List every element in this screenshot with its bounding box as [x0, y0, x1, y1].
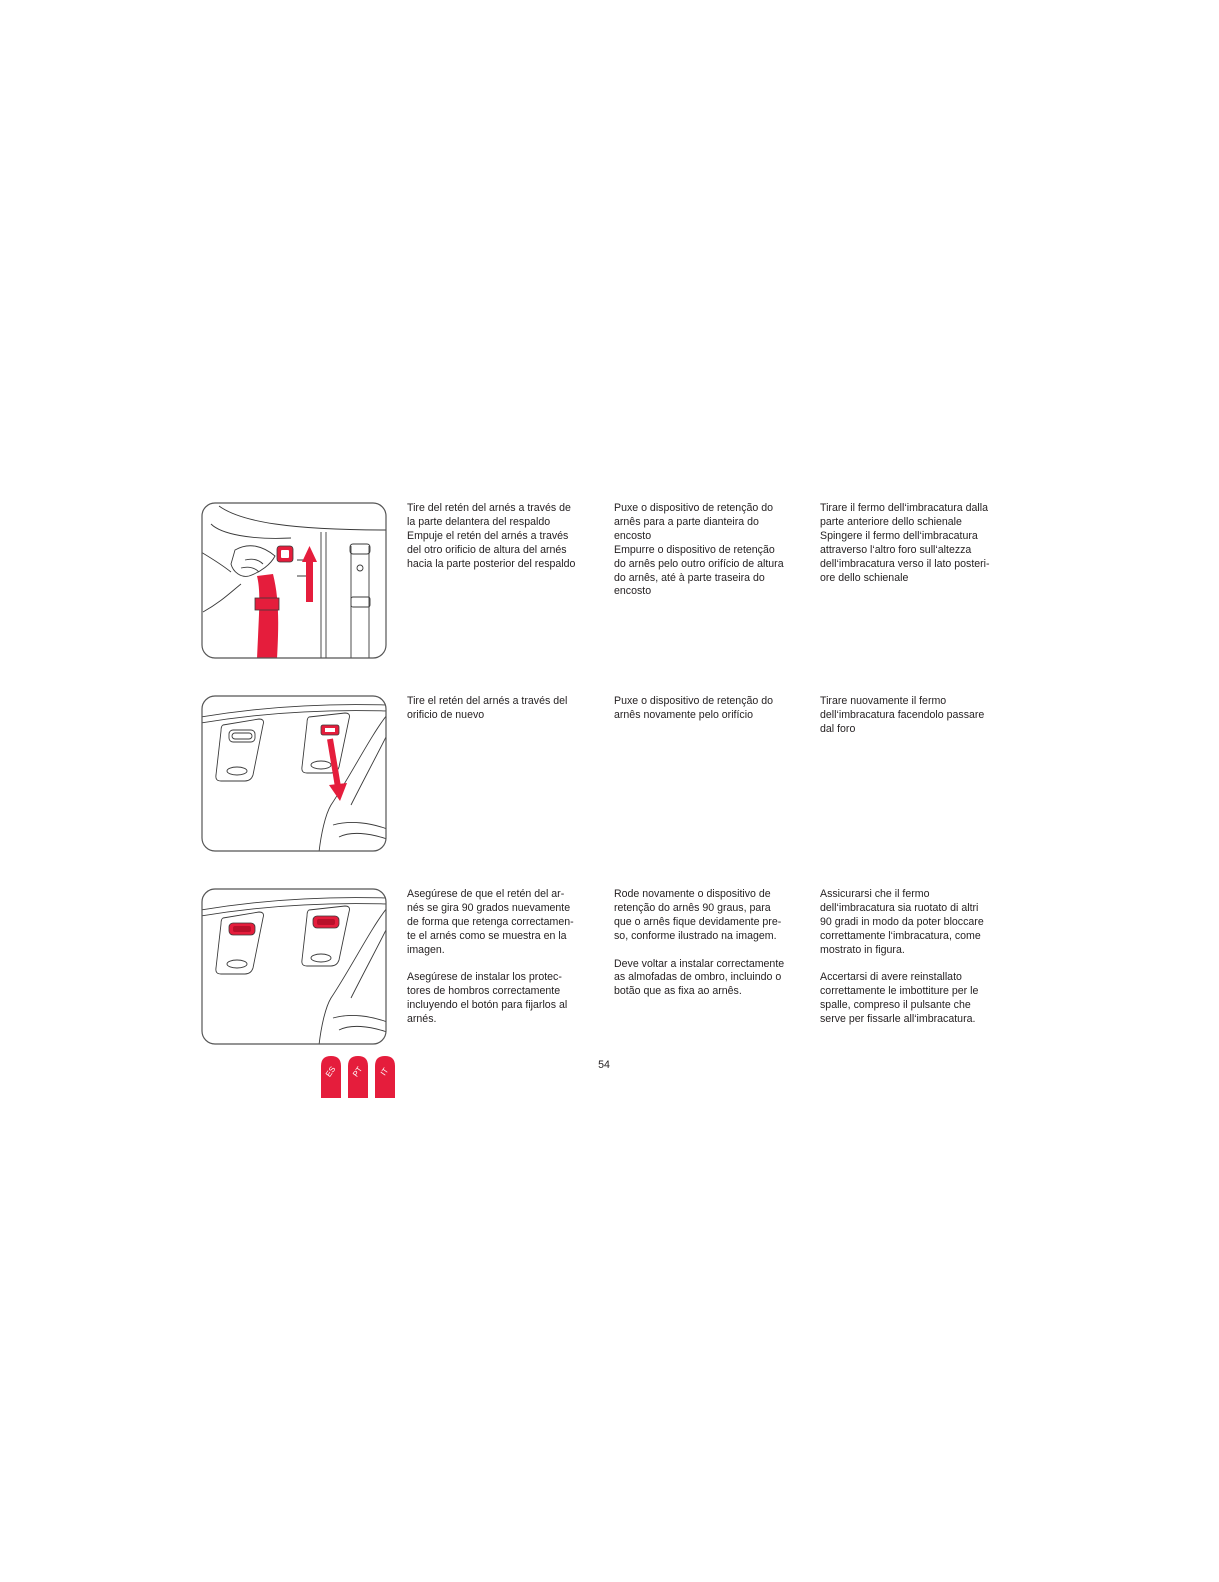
text-it: [820, 888, 1010, 1027]
harness-strap: [255, 546, 293, 659]
paragraph: Assicurarsi che il fermo dell‘imbracatura sia ruotato di altri 90 gradi in modo da poter bloccare correttamente l‘imbracatura, come mostrato in figura.: [820, 888, 984, 956]
paragraph: Asegúrese de instalar los protec- tores de hombros correctamente incluyendo el botón para fijarlos al arnés.: [407, 971, 568, 1026]
paragraph: Deve voltar a instalar correctamente as almofadas de ombro, incluindo o botão que as fixa ao arnês.: [614, 957, 785, 998]
paragraph: Accertarsi di avere reinstallato correttamente le imbottiture per le spalle, compreso il pulsante che serve per fissarle all‘imbracatura.: [820, 971, 979, 1026]
text-es: [407, 502, 597, 572]
harness-retainer: [321, 725, 339, 735]
language-tab-label: ES: [323, 1064, 338, 1079]
paragraph: Puxe o dispositivo de retenção do arnês para a parte dianteira do encosto Empurre o dispositivo de retenção do arnês pelo outro orifício de altura do arnês, até à parte traseira do encosto: [614, 502, 784, 598]
page-number: 54: [598, 1059, 610, 1071]
paragraph: Rode novamente o dispositivo de retenção do arnês 90 graus, para que o arnês fique devidamente pre- so, conforme ilustrado na imagem.: [614, 888, 782, 942]
text-pt: [614, 502, 804, 599]
arrow-down-icon: [329, 739, 347, 801]
illustration-pull-retainer-front: [201, 502, 387, 659]
harness-retainer: [229, 923, 255, 935]
text-pt: [614, 695, 804, 723]
paragraph: Tirare il fermo dell‘imbracatura dalla parte anteriore dello schienale Spingere il fermo dell‘imbracatura attraverso l‘altro foro sull‘altezza dell‘imbracatura verso il lato posteri- ore dello schienale: [820, 502, 990, 584]
language-tabs: [320, 1054, 398, 1100]
illustration-retainer-rotated: [201, 888, 387, 1045]
language-tab-it: [375, 1056, 395, 1098]
text-pt: [614, 888, 804, 999]
paragraph: Tirare nuovamente il fermo dell‘imbracatura facendolo passare dal foro: [820, 695, 985, 735]
arrow-up-icon: [302, 546, 317, 602]
paragraph: Puxe o dispositivo de retenção do arnês novamente pelo orifício: [614, 695, 774, 721]
language-tab-label: PT: [350, 1064, 365, 1079]
text-it: [820, 695, 1010, 737]
language-tab-es: [321, 1056, 341, 1098]
language-tab-label: IT: [378, 1066, 391, 1078]
illustration-pull-retainer-through-slot: [201, 695, 387, 852]
text-es: [407, 695, 597, 723]
paragraph: Tire del retén del arnés a través de la parte delantera del respaldo Empuje el retén del arnés a través del otro orificio de altura del arnés hacia la parte posterior del respaldo: [407, 502, 576, 570]
text-it: [820, 502, 1010, 585]
text-es: [407, 888, 597, 1027]
paragraph: Asegúrese de que el retén del ar- nés se gira 90 grados nuevamente de forma que retenga correctamen- te el arnés como se muestra en la imagen.: [407, 888, 574, 956]
paragraph: Tire el retén del arnés a través del orificio de nuevo: [407, 695, 568, 721]
language-tab-pt: [348, 1056, 368, 1098]
harness-retainer: [313, 916, 339, 928]
